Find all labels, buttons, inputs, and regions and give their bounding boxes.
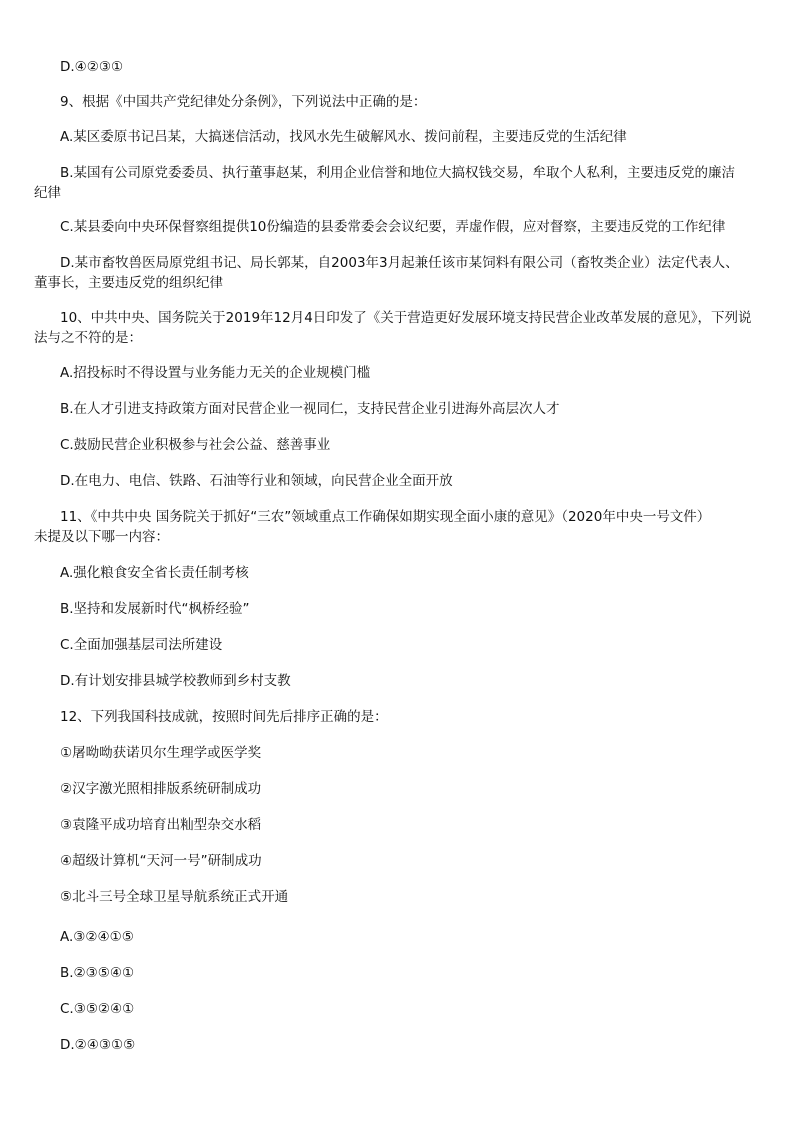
q9-option-d-line2: 董事长，主要违反党的组织纪律: [34, 275, 223, 291]
q12-item-4: ④超级计算机“天河一号”研制成功: [60, 853, 262, 869]
q10-stem-line1: 10、中共中央、国务院关于2019年12月4日印发了《关于营造更好发展环境支持民营企业改革发展的意见》，下列说: [60, 310, 752, 326]
q11-option-a: A.强化粮食安全省长责任制考核: [60, 565, 249, 581]
q9-option-b-line1: B.某国有公司原党委委员、执行董事赵某，利用企业信誉和地位大搞权钱交易，牟取个人私利，主要违反党的廉洁: [60, 165, 736, 181]
q8-option-d: D.④②③①: [60, 59, 124, 75]
q11-option-b: B.坚持和发展新时代“枫桥经验”: [60, 601, 250, 617]
q12-stem: 12、下列我国科技成就，按照时间先后排序正确的是：: [60, 709, 388, 725]
q10-option-a: A.招投标时不得设置与业务能力无关的企业规模门槛: [60, 365, 371, 381]
q12-option-b: B.②③⑤④①: [60, 965, 135, 981]
q9-option-c: C.某县委向中央环保督察组提供10份编造的县委常委会会议纪要，弄虚作假，应对督察，主要违反党的工作纪律: [60, 219, 726, 235]
q12-option-a: A.③②④①⑤: [60, 929, 134, 945]
q12-item-5: ⑤北斗三号全球卫星导航系统正式开通: [60, 889, 289, 905]
q10-stem-line2: 法与之不符的是：: [34, 330, 142, 346]
q11-option-c: C.全面加强基层司法所建设: [60, 637, 223, 653]
q11-stem-line1: 11、《中共中央 国务院关于抓好“三农”领域重点工作确保如期实现全面小康的意见》（2020年中央一号文件）: [60, 509, 711, 525]
q10-option-b: B.在人才引进支持政策方面对民营企业一视同仁，支持民营企业引进海外高层次人才: [60, 401, 560, 417]
q12-option-c: C.③⑤②④①: [60, 1001, 135, 1017]
q12-item-1: ①屠呦呦获诺贝尔生理学或医学奖: [60, 745, 262, 761]
q9-option-a: A.某区委原书记吕某，大搞迷信活动，找风水先生破解风水、拨问前程，主要违反党的生活纪律: [60, 129, 627, 145]
q10-option-c: C.鼓励民营企业积极参与社会公益、慈善事业: [60, 437, 331, 453]
q12-item-3: ③袁隆平成功培育出籼型杂交水稻: [60, 817, 262, 833]
q9-option-d-line1: D.某市畜牧兽医局原党组书记、局长郭某，自2003年3月起兼任该市某饲料有限公司（畜牧类企业）法定代表人、: [60, 255, 739, 271]
q9-option-b-line2: 纪律: [34, 185, 61, 201]
q9-stem: 9、根据《中国共产党纪律处分条例》，下列说法中正确的是：: [60, 94, 427, 110]
q11-stem-line2: 未提及以下哪一内容：: [34, 529, 169, 545]
q12-item-2: ②汉字激光照相排版系统研制成功: [60, 781, 262, 797]
q10-option-d: D.在电力、电信、铁路、石油等行业和领域，向民营企业全面开放: [60, 473, 453, 489]
q11-option-d: D.有计划安排县城学校教师到乡村支教: [60, 673, 291, 689]
q12-option-d: D.②④③①⑤: [60, 1037, 136, 1053]
